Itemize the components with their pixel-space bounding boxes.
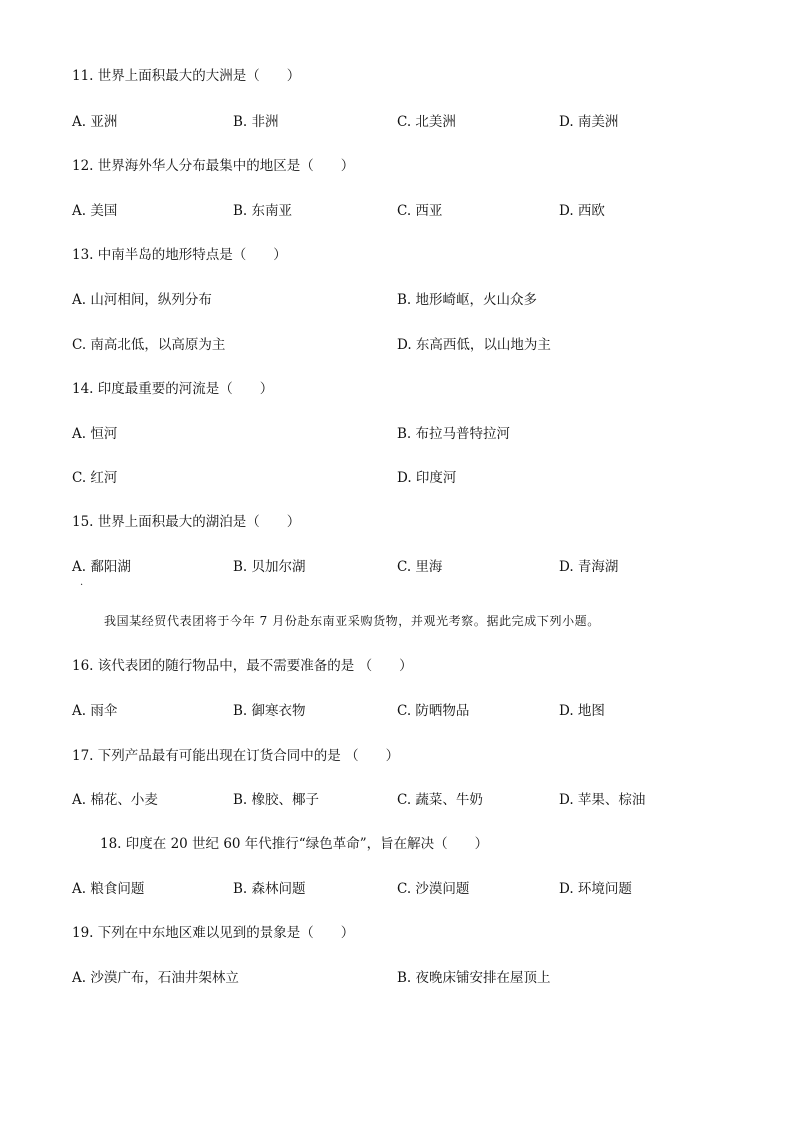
question-number: 17. (72, 748, 94, 764)
question-text: 下列产品最有可能出现在订货合同中的是 （ ） (97, 748, 400, 764)
question-text: 中南半岛的地形特点是（ ） (97, 247, 287, 263)
option-16-a[interactable]: A. 雨伞 (72, 703, 118, 719)
option-14-a[interactable]: A. 恒河 (72, 426, 118, 442)
option-13-a[interactable]: A. 山河相间，纵列分布 (72, 292, 212, 308)
option-12-d[interactable]: D. 西欧 (559, 203, 605, 219)
question-text: 该代表团的随行物品中，最不需要准备的是 （ ） (97, 658, 413, 674)
option-17-b[interactable]: B. 橡胶、椰子 (233, 792, 320, 808)
option-13-c[interactable]: C. 南高北低，以高原为主 (72, 337, 226, 353)
question-text: 印度最重要的河流是（ ） (97, 381, 274, 397)
option-18-a[interactable]: A. 粮食问题 (72, 881, 145, 897)
option-15-c[interactable]: C. 里海 (397, 559, 443, 575)
option-11-a[interactable]: A. 亚洲 (72, 114, 118, 130)
option-18-b[interactable]: B. 森林问题 (233, 881, 306, 897)
question-19 (72, 924, 354, 942)
option-19-a[interactable]: A. 沙漠广布，石油井架林立 (72, 970, 239, 986)
option-15-b[interactable]: B. 贝加尔湖 (233, 559, 306, 575)
question-text: 世界上面积最大的大洲是（ ） (97, 68, 301, 84)
passage-text: 我国某经贸代表团将于今年 7 月份赴东南亚采购货物，并观光考察。据此完成下列小题。 (104, 614, 600, 628)
question-17 (72, 747, 399, 765)
question-number: 19. (72, 925, 94, 941)
question-number: 11. (72, 68, 94, 84)
question-14 (72, 380, 273, 398)
option-15-d[interactable]: D. 青海湖 (559, 559, 619, 575)
question-11 (72, 67, 300, 85)
question-number: 15. (72, 514, 94, 530)
question-number: 18. (100, 836, 122, 852)
option-15-a[interactable]: A. 鄱阳湖 (72, 559, 131, 575)
option-11-b[interactable]: B. 非洲 (233, 114, 279, 130)
stray-mark: · (80, 580, 84, 591)
question-text: 世界海外华人分布最集中的地区是（ ） (97, 158, 355, 174)
question-number: 12. (72, 158, 94, 174)
option-16-b[interactable]: B. 御寒衣物 (233, 703, 306, 719)
question-text: 世界上面积最大的湖泊是（ ） (97, 514, 301, 530)
option-12-c[interactable]: C. 西亚 (397, 203, 443, 219)
option-14-d[interactable]: D. 印度河 (397, 470, 457, 486)
option-13-d[interactable]: D. 东高西低，以山地为主 (397, 337, 551, 353)
option-13-b[interactable]: B. 地形崎岖，火山众多 (397, 292, 538, 308)
question-13 (72, 246, 287, 264)
option-16-d[interactable]: D. 地图 (559, 703, 605, 719)
question-text: 下列在中东地区难以见到的景象是（ ） (97, 925, 355, 941)
option-19-b[interactable]: B. 夜晚床铺安排在屋顶上 (397, 970, 551, 986)
question-number: 13. (72, 247, 94, 263)
option-14-b[interactable]: B. 布拉马普特拉河 (397, 426, 511, 442)
question-15 (72, 513, 300, 531)
option-18-c[interactable]: C. 沙漠问题 (397, 881, 470, 897)
option-16-c[interactable]: C. 防晒物品 (397, 703, 470, 719)
question-number: 16. (72, 658, 94, 674)
option-11-c[interactable]: C. 北美洲 (397, 114, 456, 130)
option-17-c[interactable]: C. 蔬菜、牛奶 (397, 792, 483, 808)
question-text: 印度在 20 世纪 60 年代推行“绿色革命”，旨在解决（ ） (125, 836, 489, 852)
option-12-a[interactable]: A. 美国 (72, 203, 118, 219)
question-12 (72, 157, 354, 175)
option-12-b[interactable]: B. 东南亚 (233, 203, 293, 219)
option-14-c[interactable]: C. 红河 (72, 470, 118, 486)
option-11-d[interactable]: D. 南美洲 (559, 114, 619, 130)
option-17-a[interactable]: A. 棉花、小麦 (72, 792, 158, 808)
question-16 (72, 657, 413, 675)
option-17-d[interactable]: D. 苹果、棕油 (559, 792, 646, 808)
question-18 (100, 835, 488, 853)
question-number: 14. (72, 381, 94, 397)
option-18-d[interactable]: D. 环境问题 (559, 881, 632, 897)
